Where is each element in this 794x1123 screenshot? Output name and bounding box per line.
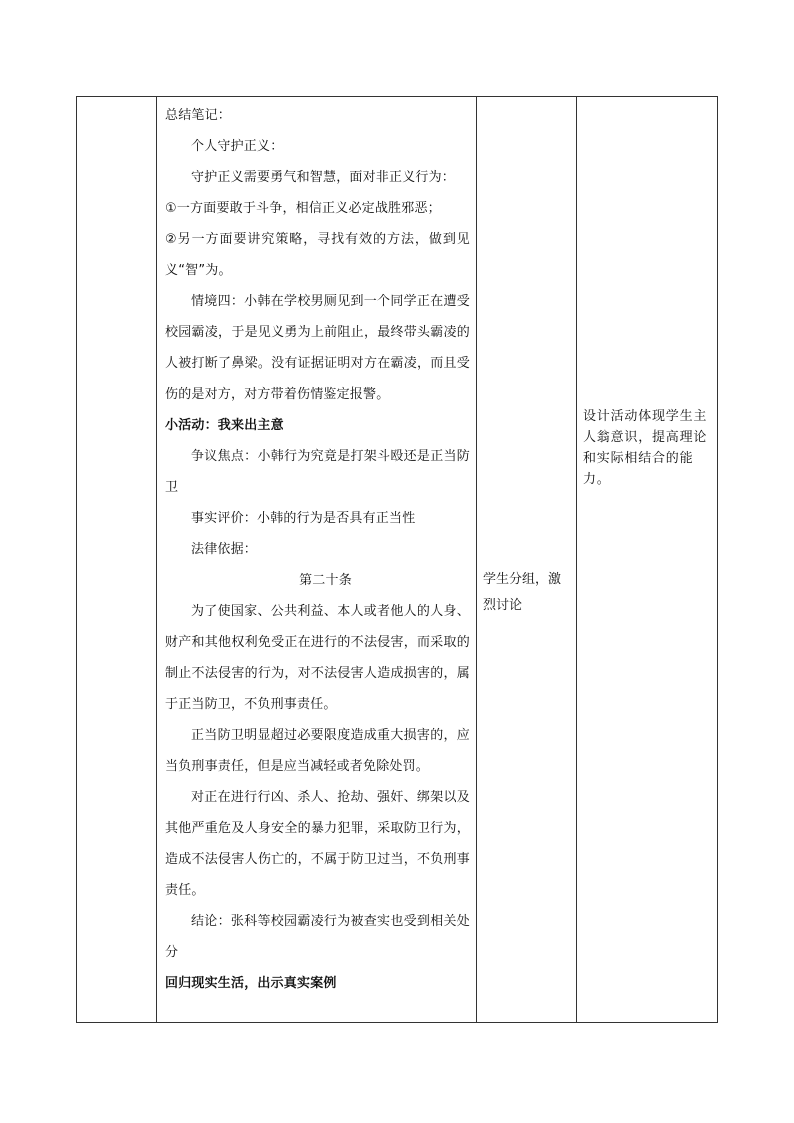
article-clause-one: 为了使国家、公共利益、本人或者他人的人身、财产和其他权利免受正在进行的不法侵害，而采取的制止不法侵害的行为，对不法侵害人造成损害的，属于正当防卫，不负刑事责任。: [165, 604, 470, 712]
article-clause-two: 正当防卫明显超过必要限度造成重大损害的，应当负刑事责任，但是应当减轻或者免除处罚。: [165, 728, 470, 774]
lesson-row: [77, 97, 718, 1023]
conclusion: 结论：张科等校园霸凌行为被查实也受到相关处分: [165, 914, 470, 960]
summary-notes-heading: 总结笔记：: [165, 108, 232, 123]
student-activity-cell: [477, 97, 577, 1023]
teaching-content-cell: [157, 97, 477, 1023]
stage-cell: [77, 97, 157, 1023]
activity-heading: 小活动：我来出主意: [165, 418, 284, 433]
dispute-focus: 争议焦点：小韩行为究竟是打架斗殴还是正当防卫: [165, 449, 470, 495]
point-one: ①一方面要敢于斗争，相信正义必定战胜邪恶；: [165, 201, 441, 216]
justice-requirement: 守护正义需要勇气和智慧，面对非正义行为：: [191, 170, 456, 185]
student-activity-text: 学生分组，激烈讨论: [483, 571, 562, 613]
point-two: ②另一方面要讲究策略，寻找有效的方法，做到见义“智”为。: [165, 232, 470, 278]
real-case-heading: 回归现实生活，出示真实案例: [165, 976, 337, 991]
legal-basis-heading: 法律依据：: [191, 542, 258, 557]
fact-evaluation: 事实评价：小韩的行为是否具有正当性: [191, 511, 416, 526]
article-clause-three: 对正在进行行凶、杀人、抢劫、强奸、绑架以及其他严重危及人身安全的暴力犯罪，采取防卫行为，造成不法侵害人伤亡的，不属于防卫过当，不负刑事责任。: [165, 790, 470, 898]
design-intent-text: 设计活动体现学生主人翁意识，提高理论和实际相结合的能力。: [583, 408, 708, 487]
personal-justice-heading: 个人守护正义：: [191, 139, 284, 154]
scenario-four: 情境四：小韩在学校男厕见到一个同学正在遭受校园霸凌，于是见义勇为上前阻止，最终带头霸凌的人被打断了鼻梁。没有证据证明对方在霸凌，而且受伤的是对方，对方带着伤情鉴定报警。: [165, 294, 470, 402]
article-title: 第二十条: [299, 573, 352, 588]
design-intent-cell: [577, 97, 718, 1023]
lesson-plan-table: [76, 96, 718, 1023]
